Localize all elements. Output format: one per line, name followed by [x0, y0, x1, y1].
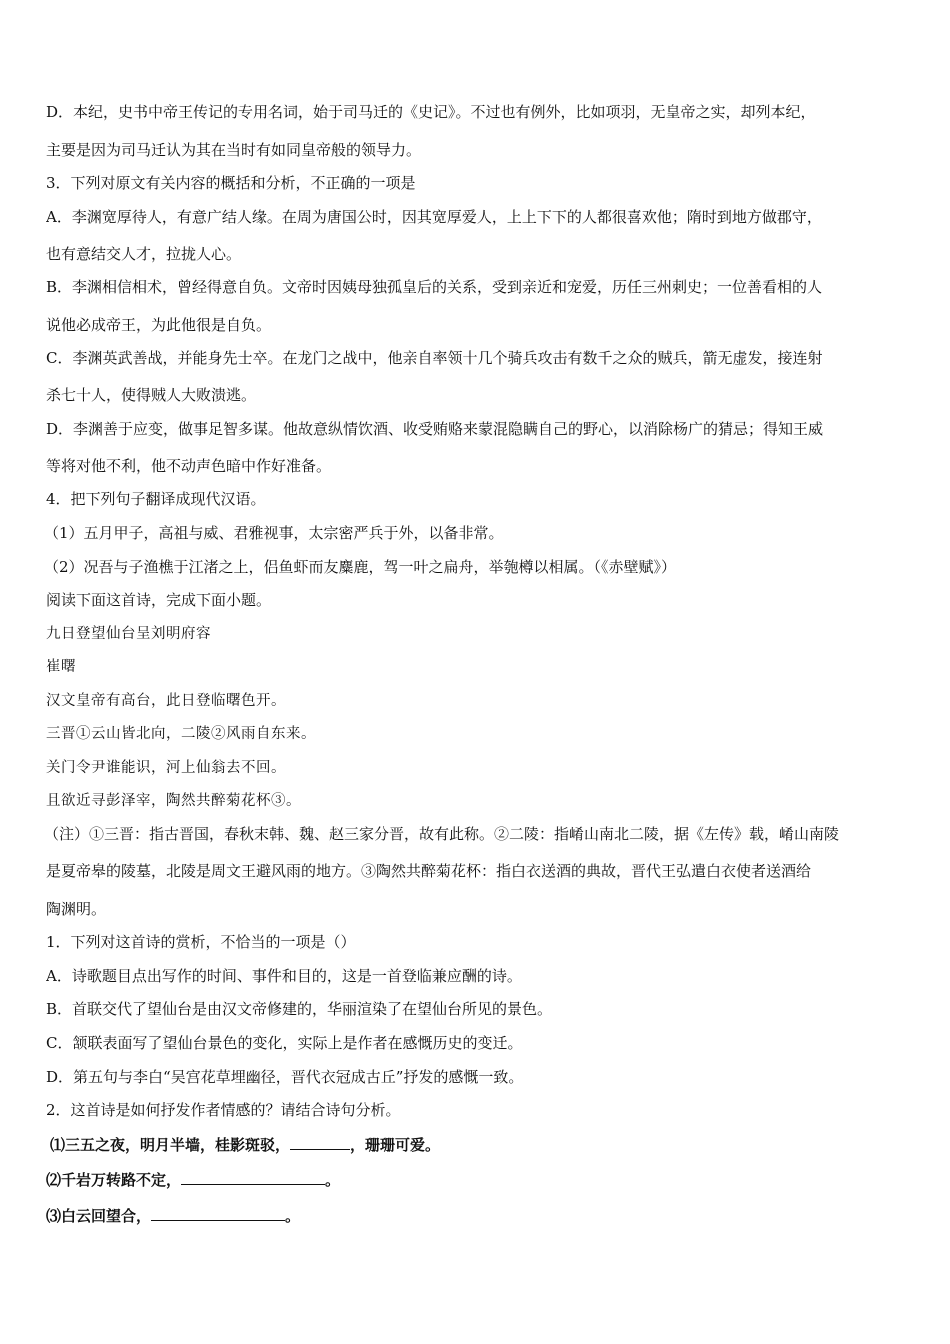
q3-option-d-line1: D．李渊善于应变，做事足智多谋。他故意纵情饮酒、收受贿赂来蒙混隐瞒自己的野心，以消除杨广的猜忌；得知王威: [46, 420, 824, 438]
poem-line-3: 关门令尹谁能识，河上仙翁去不回。: [46, 760, 286, 776]
sub1-option-d: D．第五句与李白“吴宫花草埋幽径，晋代衣冠成古丘”抒发的感慨一致。: [46, 1068, 524, 1086]
fill-3-prefix: ⑶白云回望合，: [46, 1207, 152, 1225]
q3-option-a-line1: A．李渊宽厚待人，有意广结人缘。在周为唐国公时，因其宽厚爱人，上上下下的人都很喜欢他；隋时到地方做郡守，: [46, 208, 822, 226]
q4-stem: 4．把下列句子翻译成现代汉语。: [46, 490, 266, 508]
fill-item-1: [50, 1135, 910, 1155]
poem-note-line3: 陶渊明。: [46, 900, 107, 918]
poem-line-2: 三晋①云山皆北向，二陵②风雨自东来。: [46, 726, 316, 742]
poem-author: 崔曙: [46, 659, 76, 675]
sub1-option-a: A．诗歌题目点出写作的时间、事件和目的，这是一首登临兼应酬的诗。: [46, 967, 522, 985]
poem-intro: 阅读下面这首诗，完成下面小题。: [46, 591, 272, 609]
fill-1-suffix: ，珊珊可爱。: [350, 1136, 441, 1154]
sub1-option-c: C．颔联表面写了望仙台景色的变化，实际上是作者在感慨历史的变迁。: [46, 1034, 523, 1052]
q3-option-b-line2: 说他必成帝王，为此他很是自负。: [46, 316, 272, 334]
q3-option-a-line2: 也有意结交人才，拉拢人心。: [46, 245, 242, 263]
sub2-stem: 2．这首诗是如何抒发作者情感的？请结合诗句分析。: [46, 1101, 401, 1119]
poem-line-4: 且欲近寻彭泽宰，陶然共醉菊花杯③。: [46, 793, 301, 809]
q3-option-c-line2: 杀七十人，使得贼人大败溃逃。: [46, 386, 257, 404]
q4-sentence-2: （2）况吾与子渔樵于江渚之上，侣鱼虾而友麋鹿，驾一叶之扁舟，举匏樽以相属。（《赤壁赋》）: [44, 558, 677, 576]
q2-option-d-line2: 主要是因为司马迁认为其在当时有如同皇帝般的领导力。: [46, 141, 422, 159]
poem-title: 九日登望仙台呈刘明府容: [46, 626, 211, 642]
fill-2-suffix: 。: [325, 1171, 341, 1189]
q3-stem: 3．下列对原文有关内容的概括和分析，不正确的一项是: [46, 174, 416, 192]
fill-item-2: [46, 1170, 910, 1190]
fill-2-blank[interactable]: [181, 1170, 325, 1185]
q3-option-d-line2: 等将对他不利，他不动声色暗中作好准备。: [46, 457, 332, 475]
fill-3-suffix: 。: [285, 1207, 301, 1225]
q2-option-d-line1: D．本纪，史书中帝王传记的专用名词，始于司马迁的《史记》。不过也有例外，比如项羽，无皇帝之实，却列本纪，: [46, 103, 816, 121]
fill-1-blank[interactable]: [290, 1135, 350, 1150]
poem-line-1: 汉文皇帝有高台，此日登临曙色开。: [46, 693, 286, 709]
sub1-option-b: B．首联交代了望仙台是由汉文帝修建的，华丽渲染了在望仙台所见的景色。: [46, 1000, 553, 1018]
fill-3-blank[interactable]: [151, 1206, 285, 1221]
fill-2-prefix: ⑵千岩万转路不定，: [46, 1171, 182, 1189]
poem-note-line1: （注）①三晋：指古晋国，春秋末韩、魏、赵三家分晋，故有此称。②二陵：指崤山南北二陵，据《左传》载，崤山南陵: [44, 825, 840, 843]
poem-note-line2: 是夏帝皋的陵墓，北陵是周文王避风雨的地方。③陶然共醉菊花杯：指白衣送酒的典故，晋代王弘遣白衣使者送酒给: [46, 862, 812, 880]
q3-option-b-line1: B．李渊相信相术，曾经得意自负。文帝时因姨母独孤皇后的关系，受到亲近和宠爱，历任三州刺史；一位善看相的人: [46, 278, 823, 296]
q3-option-c-line1: C．李渊英武善战，并能身先士卒。在龙门之战中，他亲自率领十几个骑兵攻击有数千之众的贼兵，箭无虚发，接连射: [46, 349, 823, 367]
fill-item-3: [46, 1206, 910, 1226]
fill-1-prefix: ⑴三五之夜，明月半墙，桂影斑驳，: [50, 1136, 291, 1154]
sub1-stem: 1．下列对这首诗的赏析，不恰当的一项是（）: [46, 933, 356, 951]
q4-sentence-1: （1）五月甲子，高祖与威、君雅视事，太宗密严兵于外，以备非常。: [44, 524, 504, 542]
